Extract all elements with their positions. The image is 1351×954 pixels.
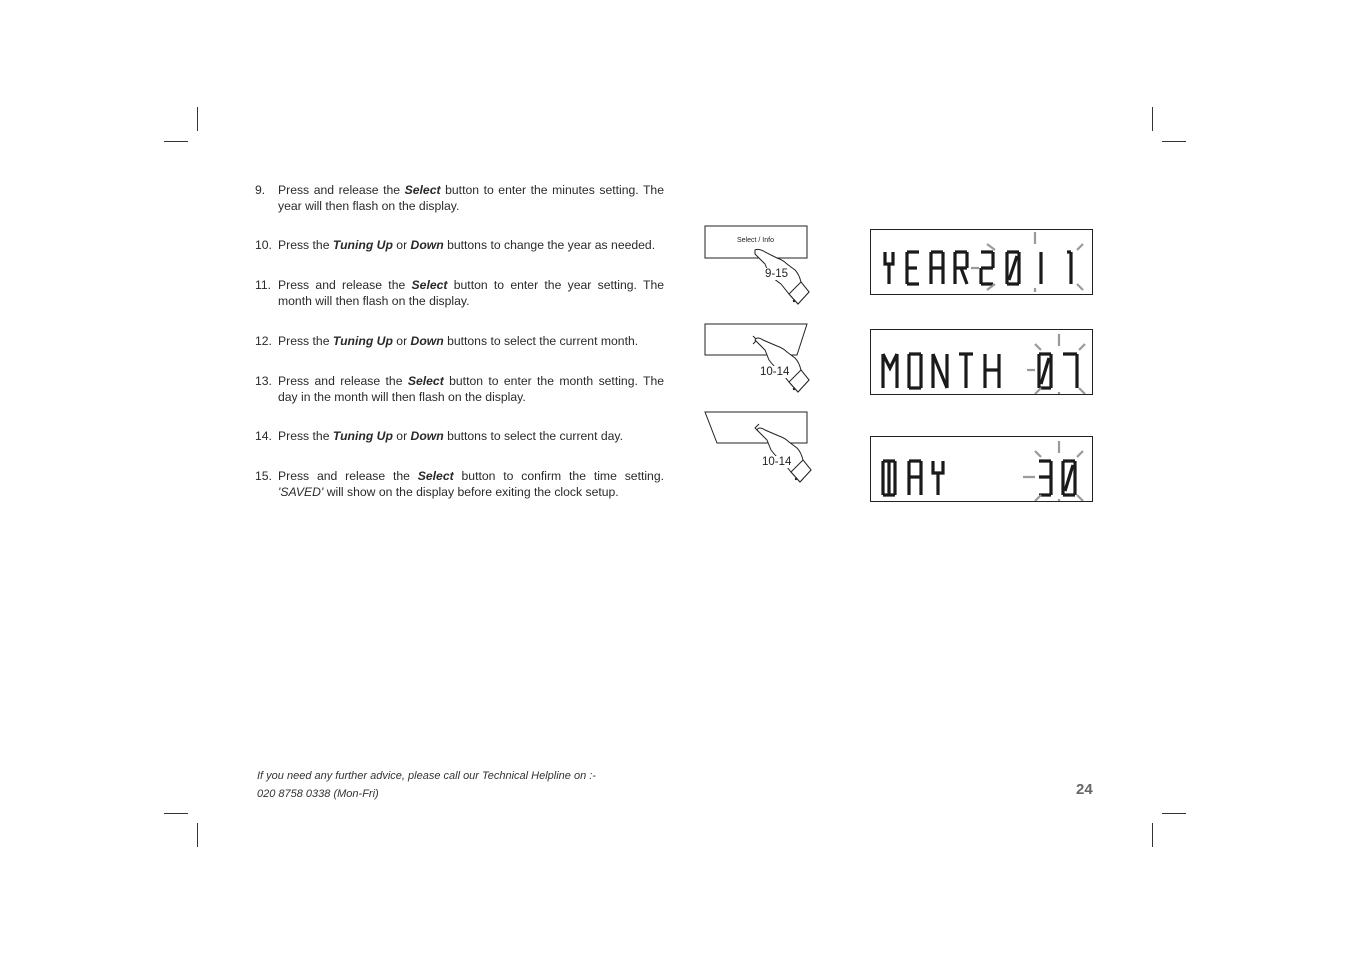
keyword: Select <box>407 374 444 388</box>
helpline-number: 020 8758 0338 (Mon-Fri) <box>257 788 379 800</box>
step-15: 15. Press and release the Select button to confirm the time setting. 'SAVED' will show on the display before exiting the clock setup. <box>255 469 664 499</box>
lcd-month-segments <box>871 330 1092 394</box>
step-14: 14. Press the Tuning Up or Down buttons to select the current day. <box>255 429 623 443</box>
step-11: 11. Press and release the Select button to enter the year setting. The month will then flash on the display. <box>255 278 664 308</box>
select-button-illustration <box>703 224 813 310</box>
step-12: 12. Press the Tuning Up or Down buttons to select the current month. <box>255 334 639 348</box>
crop-mark-top-left-h <box>164 141 188 142</box>
saved-text: 'SAVED' <box>278 484 324 499</box>
helpline-text: If you need any further advice, please call our Technical Helpline on :- <box>257 770 596 782</box>
crop-mark-top-right-h <box>1162 141 1186 142</box>
step-number: 14. <box>255 429 272 443</box>
lcd-display-month <box>870 329 1093 395</box>
keyword: Tuning Up <box>332 429 393 443</box>
crop-mark-top-left-v <box>197 107 198 131</box>
keyword: Down <box>410 334 444 348</box>
lcd-year-segments <box>871 230 1092 294</box>
step-number: 12. <box>255 334 272 348</box>
step-number: 9. <box>255 183 266 197</box>
select-button-label: Select / Info <box>737 237 774 244</box>
page-number: 24 <box>1076 781 1093 798</box>
step-13: 13. Press and release the Select button to enter the month setting. The day in the month will then flash on the display. <box>255 374 664 404</box>
crop-mark-bottom-left-v <box>197 823 198 847</box>
keyword: Select <box>404 183 441 197</box>
step-number: 11. <box>255 278 272 292</box>
tuning-up-button-illustration <box>703 322 813 408</box>
keyword: Tuning Up <box>332 238 393 252</box>
step-9: 9. Press and release the Select button to enter the minutes setting. The year will then flash on the display. <box>255 183 664 213</box>
step-callout-10-14: 10-14 <box>762 456 792 468</box>
step-10: 10. Press the Tuning Up or Down buttons to change the year as needed. <box>255 238 656 252</box>
keyword: Select <box>411 278 448 292</box>
step-callout-10-14: 10-14 <box>760 366 790 378</box>
tuning-up-button-drawing <box>703 322 813 408</box>
lcd-display-year <box>870 229 1093 295</box>
step-number: 15. <box>255 469 272 483</box>
lcd-display-day <box>870 436 1093 502</box>
crop-mark-bottom-right-h <box>1162 813 1186 814</box>
crop-mark-top-right-v <box>1152 107 1153 131</box>
tuning-down-button-drawing <box>703 410 813 496</box>
keyword: Tuning Up <box>332 334 393 348</box>
step-callout-9-15: 9-15 <box>765 268 789 280</box>
step-number: 10. <box>255 238 272 252</box>
crop-mark-bottom-left-h <box>164 813 188 814</box>
lcd-day-segments <box>871 437 1092 501</box>
tuning-down-button-illustration <box>703 410 813 496</box>
step-number: 13. <box>255 374 272 388</box>
keyword: Down <box>410 429 444 443</box>
keyword: Select <box>417 469 454 483</box>
crop-mark-bottom-right-v <box>1152 823 1153 847</box>
keyword: Down <box>410 238 444 252</box>
